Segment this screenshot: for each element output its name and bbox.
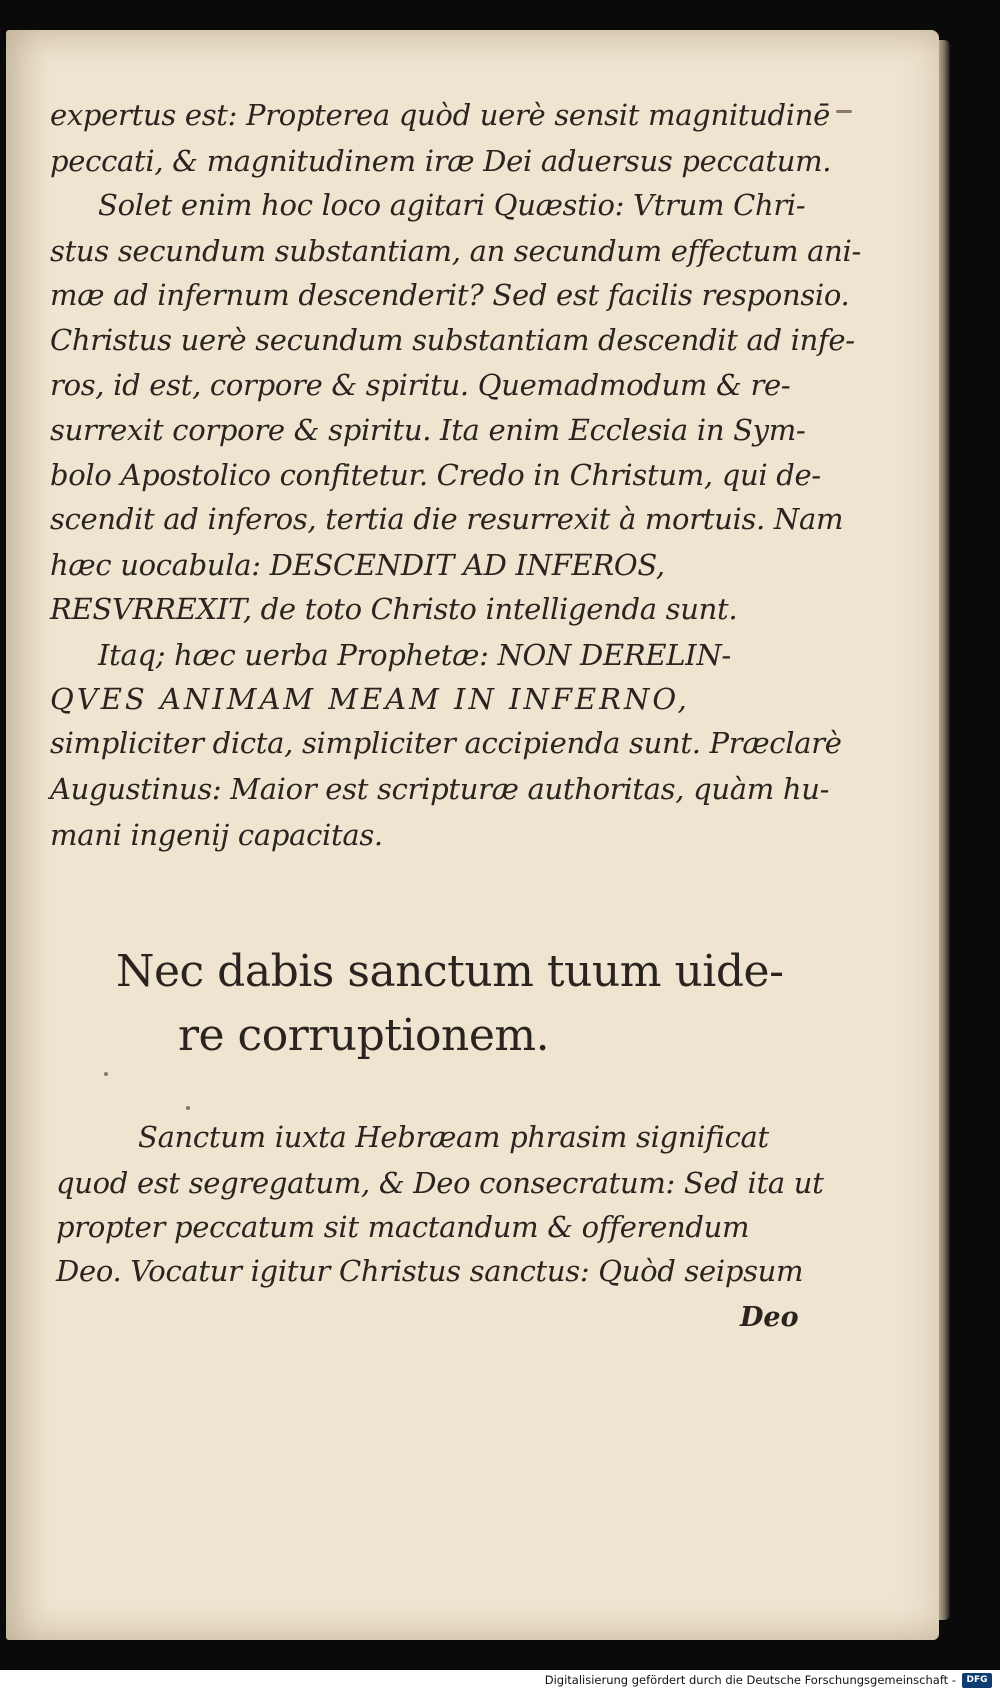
text-line: Augustinus: Maior est scripturæ authoritas, quàm hu- — [50, 772, 830, 806]
ink-mark — [836, 110, 852, 113]
text-line: mani ingenij capacitas. — [50, 818, 383, 852]
text-line: simpliciter dicta, simpliciter accipienda sunt. Præclarè — [50, 726, 842, 760]
section-heading: Nec dabis sanctum tuum uide- — [116, 946, 784, 997]
catchword: Deo — [740, 1302, 799, 1333]
text-line: scendit ad inferos, tertia die resurrexit à mortuis. Nam — [50, 502, 844, 536]
dfg-logo-icon: DFG — [962, 1673, 992, 1688]
text-line: surrexit corpore & spiritu. Ita enim Ecclesia in Sym- — [50, 413, 806, 447]
text-line: Deo. Vocatur igitur Christus sanctus: Quòd seipsum — [56, 1254, 804, 1288]
text-line: RESVRREXIT, de toto Christo intelligenda sunt. — [50, 592, 738, 626]
text-line: Sanctum iuxta Hebræam phrasim significat — [138, 1120, 769, 1154]
text-line: Christus uerè secundum substantiam descendit ad infe- — [50, 323, 855, 357]
text-line: Solet enim hoc loco agitari Quæstio: Vtrum Chri- — [98, 188, 806, 222]
text-line: mæ ad infernum descenderit? Sed est facilis responsio. — [50, 278, 850, 312]
text-line: QVES ANIMAM MEAM IN INFERNO, — [50, 682, 690, 716]
text-line: stus secundum substantiam, an secundum effectum ani- — [50, 234, 861, 268]
text-line: peccati, & magnitudinem iræ Dei aduersus peccatum. — [50, 144, 832, 178]
text-line: Itaq; hæc uerba Prophetæ: NON DERELIN- — [98, 638, 731, 672]
text-line: quod est segregatum, & Deo consecratum: Sed ita ut — [56, 1166, 824, 1200]
text-line: ros, id est, corpore & spiritu. Quemadmodum & re- — [50, 368, 791, 402]
ink-mark — [104, 1072, 108, 1076]
text-line: hæc uocabula: DESCENDIT AD INFEROS, — [50, 548, 665, 582]
section-heading: re corruptionem. — [178, 1010, 550, 1061]
text-line: propter peccatum sit mactandum & offerendum — [56, 1210, 750, 1244]
ink-mark — [186, 1106, 190, 1110]
text-line: expertus est: Propterea quòd uerè sensit magnitudinē — [50, 98, 831, 132]
book-page — [6, 30, 939, 1640]
digitization-credit: Digitalisierung gefördert durch die Deutsche Forschungsgemeinschaft - — [544, 1673, 956, 1687]
text-line: bolo Apostolico confitetur. Credo in Christum, qui de- — [50, 458, 821, 492]
